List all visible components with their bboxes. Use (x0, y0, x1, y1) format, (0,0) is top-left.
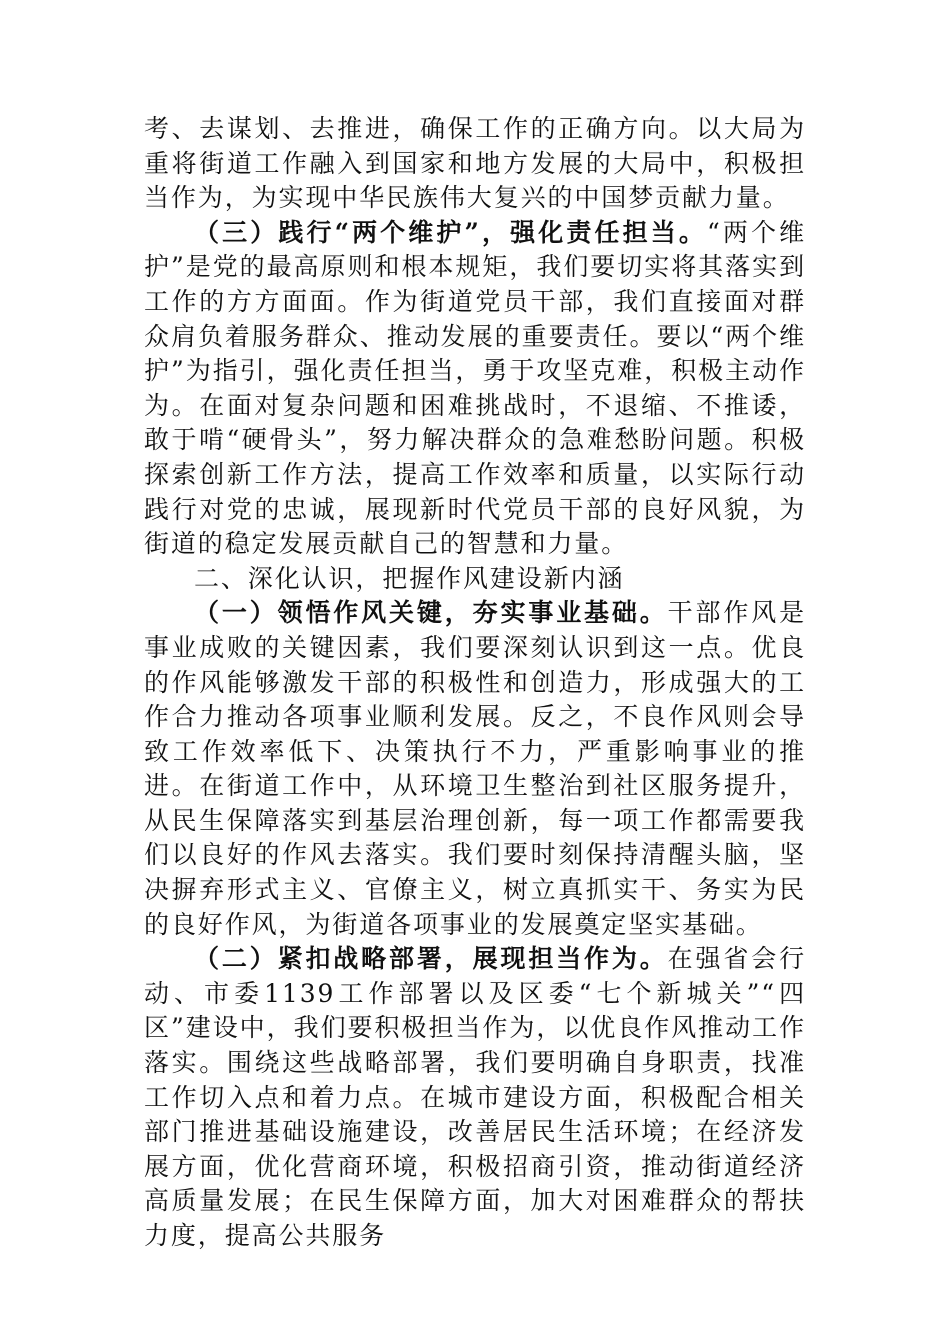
paragraph-continuation (144, 112, 806, 216)
paragraph-two-safeguards (144, 216, 806, 562)
section-heading: 二、深化认识，把握作风建设新内涵 (194, 563, 625, 593)
document-page (144, 112, 806, 1254)
paragraph-strategy (144, 942, 806, 1253)
paragraph-text: “两个维护”是党的最高原则和根本规矩，我们要切实将其落实到工作的方方面面。作为街道党员干部，我们直接面对群众肩负着服务群众、推动发展的重要责任。要以“两个维护”为指引，强化责任担当，勇于攻坚克难，积极主动作为。在面对复杂问题和困难挑战时，不退缩、不推诿，敢于啃“硬骨头”，努力解决群众的急难愁盼问题。积极探索创新工作方法，提高工作效率和质量，以实际行动践行对党的忠诚，展现新时代党员干部的良好风貌，为街道的稳定发展贡献自己的智慧和力量。 (144, 217, 806, 559)
paragraph-lead: （一）领悟作风关键，夯实事业基础。 (194, 598, 668, 628)
paragraph-text: 在强省会行动、市委1139工作部署以及区委“七个新城关”“四区”建设中，我们要积极担当作为，以优良作风推动工作落实。围绕这些战略部署，我们要明确自身职责，找准工作切入点和着力点。在城市建设方面，积极配合相关部门推进基础设施建设，改善居民生活环境；在经济发展方面，优化营商环境，积极招商引资，推动街道经济高质量发展；在民生保障方面，加大对困难群众的帮扶力度，提高公共服务 (144, 944, 806, 1250)
paragraph-lead: （二）紧扣战略部署，展现担当作为。 (194, 944, 668, 974)
paragraph-work-style (144, 596, 806, 942)
paragraph-text: 考、去谋划、去推进，确保工作的正确方向。以大局为重将街道工作融入到国家和地方发展的大局中，积极担当作为，为实现中华民族伟大复兴的中国梦贡献力量。 (144, 114, 806, 213)
paragraph-lead: （三）践行“两个维护”，强化责任担当。 (194, 217, 707, 247)
paragraph-text: 干部作风是事业成败的关键因素，我们要深刻认识到这一点。优良的作风能够激发干部的积极性和创造力，形成强大的工作合力推动各项事业顺利发展。反之，不良作风则会导致工作效率低下、决策执行不力，严重影响事业的推进。在街道工作中，从环境卫生整治到社区服务提升，从民生保障落实到基层治理创新，每一项工作都需要我们以良好的作风去落实。我们要时刻保持清醒头脑，坚决摒弃形式主义、官僚主义，树立真抓实干、务实为民的良好作风，为街道各项事业的发展奠定坚实基础。 (144, 598, 806, 939)
